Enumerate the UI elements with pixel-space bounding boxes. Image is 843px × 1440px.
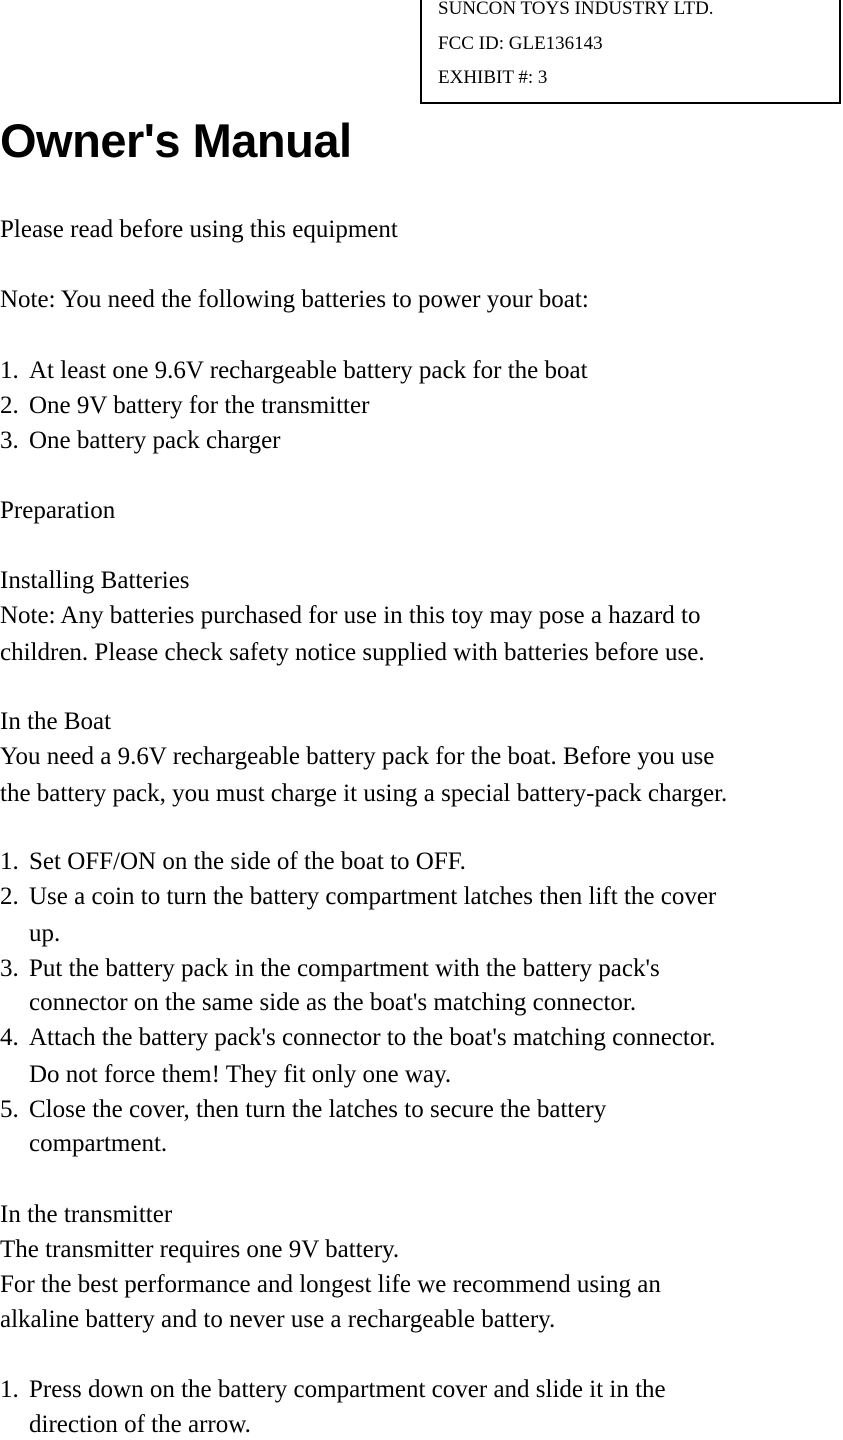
list-item (0, 954, 660, 984)
list-text: One battery pack charger (29, 427, 281, 454)
intro-text: Please read before using this equipment (0, 216, 398, 243)
boat-text-line: You need a 9.6V rechargeable battery pack for the boat. Before you use (0, 743, 715, 770)
list-item (0, 1023, 716, 1053)
list-number: 2. (0, 392, 19, 419)
list-number: 4. (0, 1024, 19, 1051)
boat-text-line: the battery pack, you must charge it using a special battery-pack charger. (0, 780, 728, 807)
list-item (0, 1375, 666, 1405)
exhibit-number: EXHIBIT #: 3 (438, 67, 548, 88)
list-text: Put the battery pack in the compartment with the battery pack's (29, 955, 660, 982)
list-item (0, 391, 369, 421)
transmitter-heading: In the transmitter (0, 1201, 173, 1228)
list-item (0, 426, 281, 456)
list-text: Set OFF/ON on the side of the boat to OFF. (29, 848, 466, 875)
list-number: 3. (0, 955, 19, 982)
installing-note-line: Note: Any batteries purchased for use in this toy may pose a hazard to (0, 602, 701, 629)
transmitter-text-line: The transmitter requires one 9V battery. (0, 1236, 400, 1263)
list-text-continued: Do not force them! They fit only one way. (29, 1061, 452, 1088)
list-text-continued: direction of the arrow. (29, 1411, 251, 1438)
list-text: One 9V battery for the transmitter (29, 392, 370, 419)
batteries-note: Note: You need the following batteries to power your boat: (0, 286, 589, 313)
installing-note-line: children. Please check safety notice supplied with batteries before use. (0, 639, 705, 666)
list-item (0, 847, 466, 877)
list-text-continued: connector on the same side as the boat's matching connector. (29, 989, 637, 1016)
installing-heading: Installing Batteries (0, 567, 190, 594)
list-text-continued: compartment. (29, 1130, 168, 1157)
transmitter-text-line: For the best performance and longest life we recommend using an (0, 1271, 661, 1298)
transmitter-text-line: alkaline battery and to never use a rechargeable battery. (0, 1306, 556, 1333)
list-text: Press down on the battery compartment cover and slide it in the (29, 1376, 666, 1403)
list-item (0, 356, 588, 386)
list-text: At least one 9.6V rechargeable battery pack for the boat (29, 357, 588, 384)
list-number: 5. (0, 1096, 19, 1123)
list-item (0, 1095, 606, 1125)
list-number: 2. (0, 883, 19, 910)
list-item (0, 882, 716, 912)
preparation-heading: Preparation (0, 497, 116, 524)
list-text-continued: up. (29, 920, 61, 947)
list-text: Close the cover, then turn the latches to secure the battery (29, 1096, 607, 1123)
list-number: 3. (0, 427, 19, 454)
list-number: 1. (0, 357, 19, 384)
list-text: Attach the battery pack's connector to the boat's matching connector. (29, 1024, 716, 1051)
list-number: 1. (0, 1376, 19, 1403)
boat-heading: In the Boat (0, 708, 112, 735)
company-name: SUNCON TOYS INDUSTRY LTD. (438, 0, 714, 19)
list-text: Use a coin to turn the battery compartment latches then lift the cover (29, 883, 717, 910)
list-number: 1. (0, 848, 19, 875)
fcc-id: FCC ID: GLE136143 (438, 33, 603, 54)
page-title: Owner's Manual (0, 114, 352, 167)
